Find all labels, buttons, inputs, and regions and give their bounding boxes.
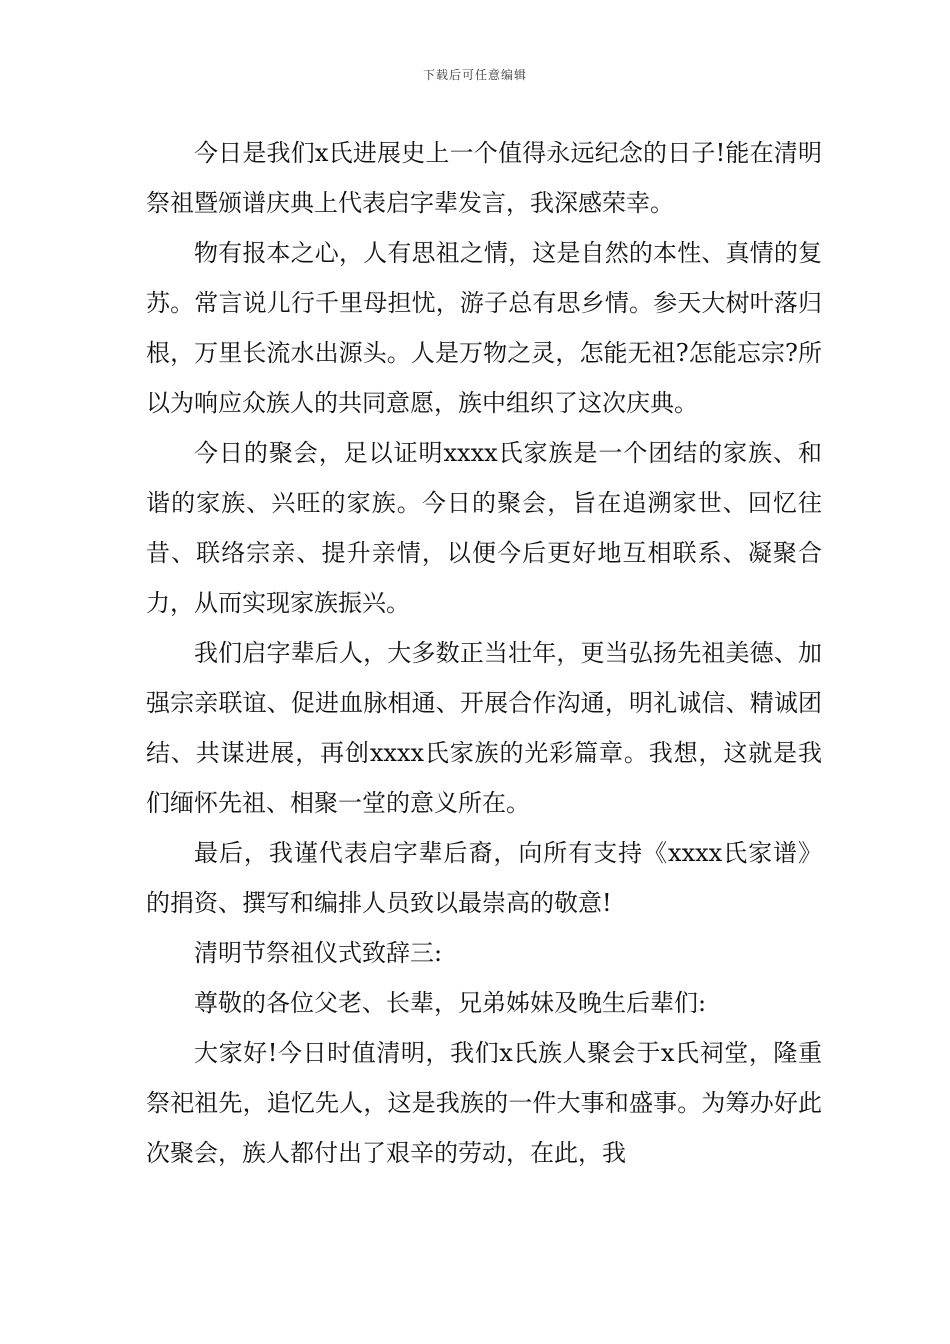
paragraph-1: 今日是我们x氏进展史上一个值得永远纪念的日子!能在清明祭祖暨颁谱庆典上代表启字辈发言，我深感荣幸。 [146, 139, 822, 217]
document-body [146, 128, 822, 1178]
page-header: 下载后可任意编辑 [422, 68, 527, 82]
paragraph-3: 今日的聚会，足以证明xxxx氏家族是一个团结的家族、和谐的家族、兴旺的家族。今日的聚会，旨在追溯家世、回忆往昔、联络宗亲、提升亲情，以便今后更好地互相联系、凝聚合力，从而实现家族振兴。 [146, 439, 822, 617]
paragraph-6: 大家好!今日时值清明，我们x氏族人聚会于x氏祠堂，隆重祭祀祖先，追忆先人，这是我族的一件大事和盛事。为筹办好此次聚会，族人都付出了艰辛的劳动，在此，我 [146, 1039, 822, 1167]
salutation: 尊敬的各位父老、长辈，兄弟姊妹及晚生后辈们: [194, 989, 707, 1017]
paragraph-5: 最后，我谨代表启字辈后裔，向所有支持《xxxx氏家谱》的捐资、撰写和编排人员致以最崇高的敬意! [146, 839, 822, 917]
section-title: 清明节祭祖仪式致辞三: [194, 939, 443, 967]
paragraph-2: 物有报本之心，人有思祖之情，这是自然的本性、真情的复苏。常言说儿行千里母担忧，游子总有思乡情。参天大树叶落归根，万里长流水出源头。人是万物之灵，怎能无祖?怎能忘宗?所以为响应众族人的共同意愿，族中组织了这次庆典。 [146, 239, 822, 417]
paragraph-4: 我们启字辈后人，大多数正当壮年，更当弘扬先祖美德、加强宗亲联谊、促进血脉相通、开展合作沟通，明礼诚信、精诚团结、共谋进展，再创xxxx氏家族的光彩篇章。我想，这就是我们缅怀先祖、相聚一堂的意义所在。 [146, 639, 822, 817]
